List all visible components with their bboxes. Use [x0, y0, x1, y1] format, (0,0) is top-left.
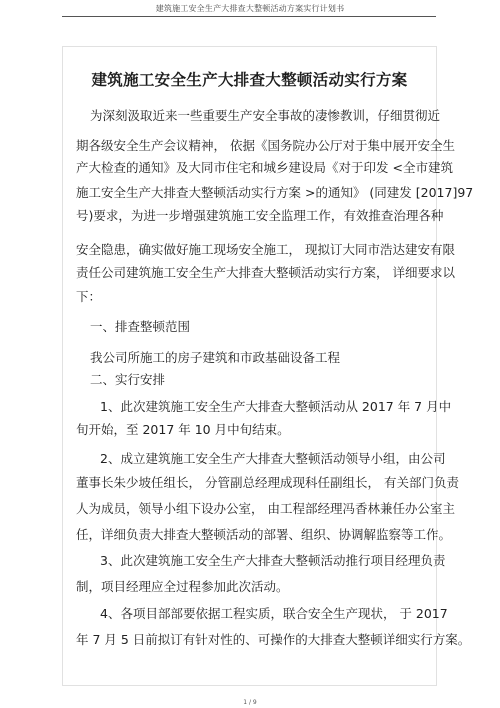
- page-number: 1 / 9: [243, 699, 257, 706]
- body-line: 号)要求，为进一步增强建筑施工安全监理工作，有效推查治理各种: [76, 208, 444, 223]
- body-line: 期各级安全生产会议精神， 依据《国务院办公厅对于集中展开安全生: [76, 138, 455, 153]
- body-line: 产大检查的通知》及大同市住宅和城乡建设局《对于印发 <全市建筑: [76, 160, 453, 175]
- body-line: 我公司所施工的房子建筑和市政基础设备工程: [90, 350, 341, 365]
- section-heading: 二、实行安排: [90, 372, 166, 387]
- body-line: 下：: [76, 289, 102, 304]
- body-line: 旬开始，至 2017 年 10 月中旬结束。: [76, 422, 290, 437]
- body-line: 制，项目经理应全过程参加此次活动。: [76, 579, 289, 594]
- body-line: 为深刻汲取近来一些重要生产安全事故的凄惨教训，仔细贯彻近: [90, 108, 441, 123]
- body-line: 年 7 月 5 日前拟订有针对性的、可操作的大排查大整顿详细实行方案。: [76, 632, 471, 647]
- body-line: 4、各项目部部要依据工程实质，联合安全生产现状， 于 2017: [100, 606, 448, 621]
- document-title: 建筑施工安全生产大排查大整顿活动实行方案: [91, 71, 408, 89]
- body-line: 3、此次建筑施工安全生产大排查大整顿活动推行项目经理负责: [100, 553, 446, 568]
- body-line: 责任公司建筑施工安全生产大排查大整顿活动实行方案， 详细要求以: [76, 265, 455, 280]
- body-line: 安全隐患，确实做好施工现场安全施工， 现拟订大同市浩达建安有限: [76, 242, 455, 257]
- running-header: 建筑施工安全生产大排查大整顿活动方案实行计划书: [155, 4, 345, 13]
- body-line: 任，详细负责大排查大整顿活动的部署、组织、协调解监察等工作。: [76, 527, 452, 542]
- body-line: 人为成员，领导小组下设办公室， 由工程部经理冯香林兼任办公室主: [76, 501, 455, 516]
- body-line: 1、此次建筑施工安全生产大排查大整顿活动从 2017 年 7 月中: [100, 399, 452, 414]
- header-rule: [62, 16, 436, 17]
- body-line: 2、成立建筑施工安全生产大排查大整顿活动领导小组，由公司: [100, 451, 446, 466]
- section-heading: 一、排查整顿范围: [90, 319, 191, 334]
- body-line: 施工安全生产大排查大整顿活动实行方案 >的通知》 (同建发 [2017]97: [76, 185, 474, 200]
- body-line: 董事长朱少坡任组长， 分管副总经理成现科任副组长， 有关部门负责: [76, 475, 459, 490]
